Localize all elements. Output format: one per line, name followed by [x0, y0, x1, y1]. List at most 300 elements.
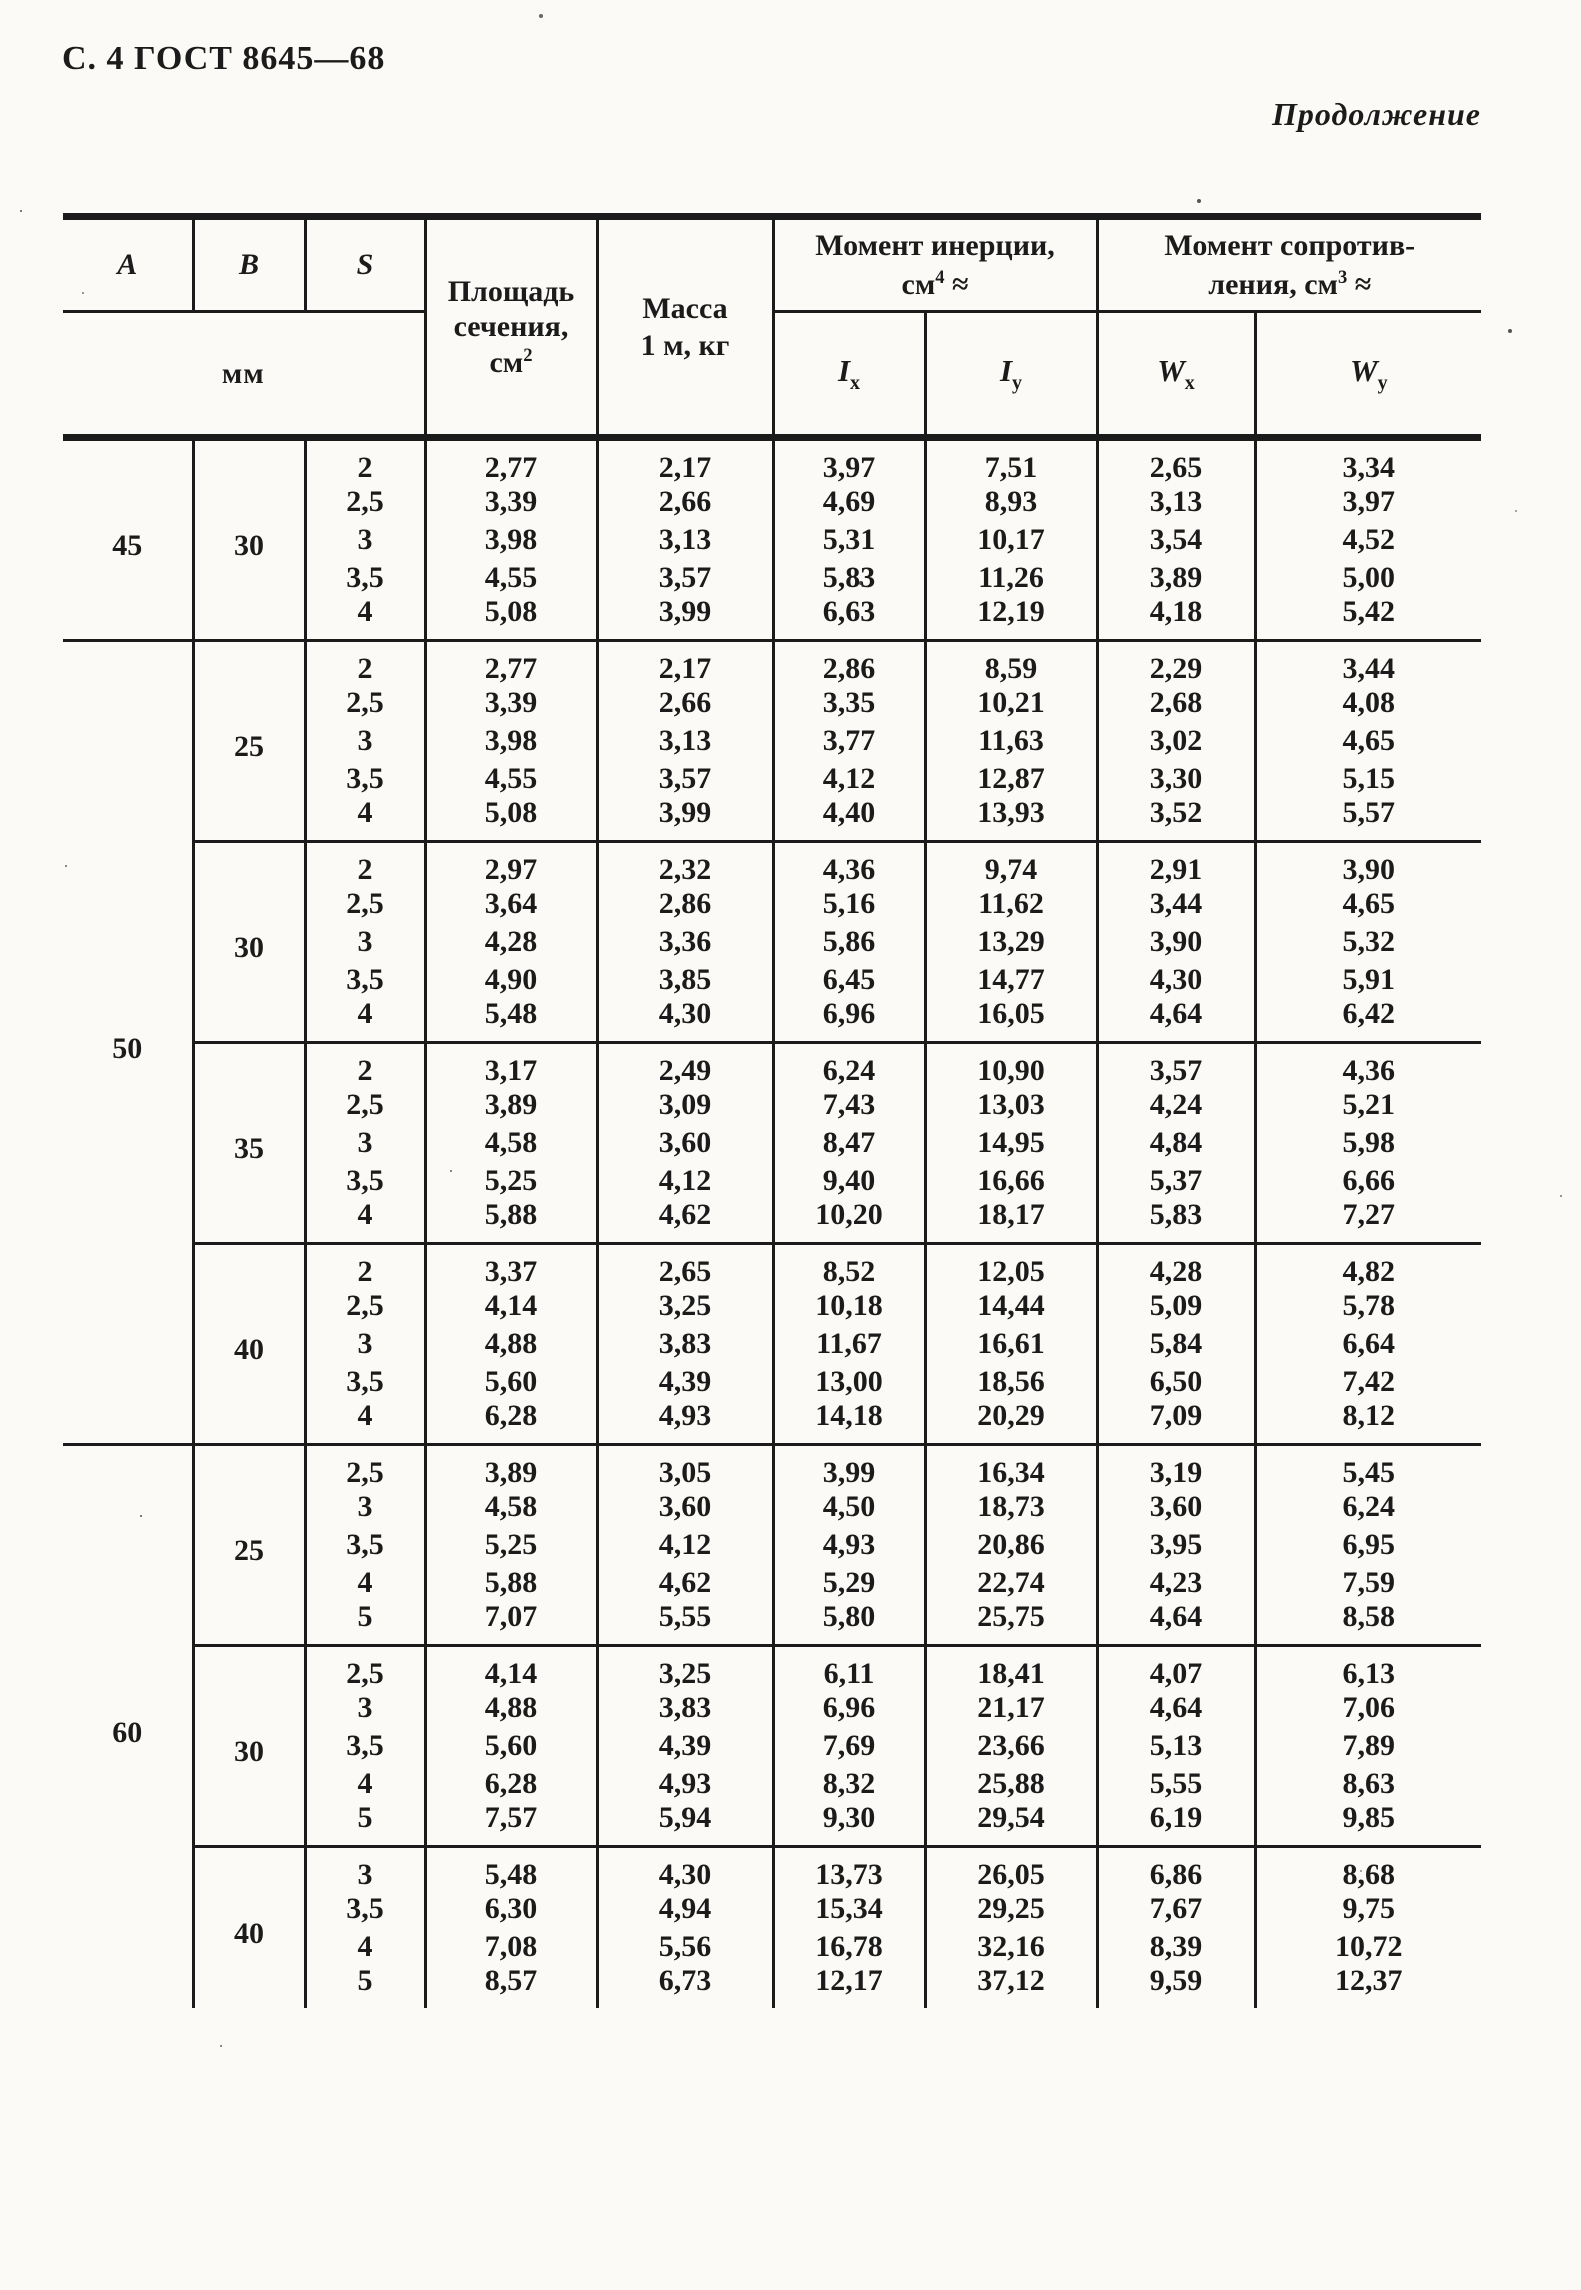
thickness-s-value: 3 — [305, 1847, 425, 1891]
col-header-s: S — [305, 217, 425, 312]
wy-value: 8,12 — [1255, 1401, 1481, 1445]
wy-value: 5,32 — [1255, 923, 1481, 961]
iy-value: 12,19 — [925, 597, 1097, 641]
mass-value: 3,85 — [597, 961, 773, 999]
thickness-s-value: 3,5 — [305, 559, 425, 597]
iy-value: 20,29 — [925, 1401, 1097, 1445]
wx-value: 3,02 — [1097, 722, 1255, 760]
iy-value: 29,25 — [925, 1890, 1097, 1928]
mass-value: 3,13 — [597, 722, 773, 760]
iy-value: 14,44 — [925, 1287, 1097, 1325]
mass-value: 4,94 — [597, 1890, 773, 1928]
table-row — [63, 1847, 1481, 1891]
thickness-s-value: 3,5 — [305, 961, 425, 999]
ix-value: 16,78 — [773, 1928, 925, 1966]
wy-value: 4,82 — [1255, 1244, 1481, 1288]
iy-value: 29,54 — [925, 1803, 1097, 1847]
wx-value: 7,67 — [1097, 1890, 1255, 1928]
area-value: 3,39 — [425, 483, 597, 521]
resistance-label-line2: ления, $см^3$ ≈ — [1208, 267, 1372, 301]
iy-value: 26,05 — [925, 1847, 1097, 1891]
wy-value: 5,91 — [1255, 961, 1481, 999]
area-value: 3,98 — [425, 722, 597, 760]
thickness-s-value: 2 — [305, 1244, 425, 1288]
thickness-s-value: 4 — [305, 1564, 425, 1602]
iy-value: 10,17 — [925, 521, 1097, 559]
wx-value: 4,07 — [1097, 1646, 1255, 1690]
iy-value: 32,16 — [925, 1928, 1097, 1966]
col-header-area — [425, 217, 597, 438]
wy-value: 8,68 — [1255, 1847, 1481, 1891]
iy-value: 9,74 — [925, 842, 1097, 886]
col-header-iy: $I_y$ — [925, 312, 1097, 438]
mass-label-line2: 1 м, кг — [640, 329, 730, 362]
ix-value: 12,17 — [773, 1966, 925, 2008]
thickness-s-value: 5 — [305, 1803, 425, 1847]
thickness-s-value: 3,5 — [305, 1727, 425, 1765]
wy-value: 4,65 — [1255, 722, 1481, 760]
wx-value: 2,68 — [1097, 684, 1255, 722]
area-value: 4,58 — [425, 1124, 597, 1162]
mass-value: 3,09 — [597, 1086, 773, 1124]
iy-value: 10,90 — [925, 1043, 1097, 1087]
ix-value: 3,99 — [773, 1445, 925, 1489]
area-value: 5,88 — [425, 1564, 597, 1602]
wy-value: 12,37 — [1255, 1966, 1481, 2008]
wy-value: 9,85 — [1255, 1803, 1481, 1847]
ix-value: 14,18 — [773, 1401, 925, 1445]
dim-b-value: 30 — [193, 1646, 305, 1847]
ix-value: 6,96 — [773, 1689, 925, 1727]
mass-value: 2,32 — [597, 842, 773, 886]
area-value: 7,57 — [425, 1803, 597, 1847]
resistance-label-line1: Момент сопротив- — [1164, 229, 1416, 262]
wy-value: 5,45 — [1255, 1445, 1481, 1489]
thickness-s-value: 2,5 — [305, 1646, 425, 1690]
wx-value: 4,18 — [1097, 597, 1255, 641]
wx-value: 3,54 — [1097, 521, 1255, 559]
mass-value: 3,13 — [597, 521, 773, 559]
thickness-s-value: 2,5 — [305, 1287, 425, 1325]
thickness-s-value: 5 — [305, 1966, 425, 2008]
area-value: 5,60 — [425, 1727, 597, 1765]
mass-value: 3,05 — [597, 1445, 773, 1489]
iy-value: 11,63 — [925, 722, 1097, 760]
wy-value: 5,57 — [1255, 798, 1481, 842]
thickness-s-value: 3,5 — [305, 1890, 425, 1928]
area-value: 4,14 — [425, 1287, 597, 1325]
ix-value: 3,35 — [773, 684, 925, 722]
mass-label-line1: Масса — [642, 291, 728, 325]
area-value: 3,98 — [425, 521, 597, 559]
mass-value: 3,25 — [597, 1646, 773, 1690]
ix-value: 4,69 — [773, 483, 925, 521]
thickness-s-value: 4 — [305, 1200, 425, 1244]
wx-value: 4,24 — [1097, 1086, 1255, 1124]
wx-value: 5,83 — [1097, 1200, 1255, 1244]
iy-value: 18,73 — [925, 1488, 1097, 1526]
area-value: 5,48 — [425, 1847, 597, 1891]
wy-value: 5,15 — [1255, 760, 1481, 798]
header-row-2 — [63, 312, 1481, 438]
area-value: 5,08 — [425, 597, 597, 641]
ix-value: 2,86 — [773, 641, 925, 685]
col-header-wx: $W_x$ — [1097, 312, 1255, 438]
thickness-s-value: 4 — [305, 1765, 425, 1803]
wx-value: 2,91 — [1097, 842, 1255, 886]
table-row — [63, 1244, 1481, 1288]
ix-value: 8,47 — [773, 1124, 925, 1162]
wy-value: 6,24 — [1255, 1488, 1481, 1526]
wx-value: 5,55 — [1097, 1765, 1255, 1803]
thickness-s-value: 4 — [305, 1928, 425, 1966]
iy-value: 12,05 — [925, 1244, 1097, 1288]
area-value: 4,88 — [425, 1325, 597, 1363]
mass-value: 3,57 — [597, 760, 773, 798]
ix-value: 15,34 — [773, 1890, 925, 1928]
mass-value: 5,94 — [597, 1803, 773, 1847]
mass-value: 3,83 — [597, 1325, 773, 1363]
wy-value: 4,65 — [1255, 885, 1481, 923]
mass-value: 4,12 — [597, 1162, 773, 1200]
mass-value: 3,60 — [597, 1488, 773, 1526]
section-properties-table — [63, 213, 1481, 2008]
dim-b-value: 25 — [193, 1445, 305, 1646]
ix-value: 8,52 — [773, 1244, 925, 1288]
ix-value: 3,97 — [773, 438, 925, 484]
ix-value: 6,24 — [773, 1043, 925, 1087]
thickness-s-value: 3,5 — [305, 760, 425, 798]
area-label-line2: сечения, — [453, 310, 569, 344]
wy-value: 7,89 — [1255, 1727, 1481, 1765]
wy-value: 7,27 — [1255, 1200, 1481, 1244]
wx-value: 4,64 — [1097, 1689, 1255, 1727]
wy-value: 9,75 — [1255, 1890, 1481, 1928]
area-value: 4,55 — [425, 760, 597, 798]
mass-value: 2,49 — [597, 1043, 773, 1087]
thickness-s-value: 3 — [305, 722, 425, 760]
mass-value: 3,36 — [597, 923, 773, 961]
mass-value: 2,66 — [597, 483, 773, 521]
thickness-s-value: 4 — [305, 597, 425, 641]
area-value: 5,60 — [425, 1363, 597, 1401]
dim-b-value: 30 — [193, 438, 305, 641]
dim-a-value: 45 — [63, 438, 193, 641]
wx-value: 3,57 — [1097, 1043, 1255, 1087]
wx-value: 3,95 — [1097, 1526, 1255, 1564]
wy-value: 6,66 — [1255, 1162, 1481, 1200]
ix-value: 11,67 — [773, 1325, 925, 1363]
wx-value: 7,09 — [1097, 1401, 1255, 1445]
dim-b-value: 30 — [193, 842, 305, 1043]
wy-value: 8,58 — [1255, 1602, 1481, 1646]
dim-b-value: 40 — [193, 1847, 305, 2009]
iy-value: 13,03 — [925, 1086, 1097, 1124]
wy-value: 6,42 — [1255, 999, 1481, 1043]
wy-value: 5,21 — [1255, 1086, 1481, 1124]
wx-value: 3,89 — [1097, 559, 1255, 597]
ix-value: 8,32 — [773, 1765, 925, 1803]
wy-value: 7,59 — [1255, 1564, 1481, 1602]
iy-value: 22,74 — [925, 1564, 1097, 1602]
thickness-s-value: 3 — [305, 1124, 425, 1162]
ix-value: 4,50 — [773, 1488, 925, 1526]
scan-noise — [20, 210, 22, 212]
table-row — [63, 1445, 1481, 1489]
iy-value: 8,59 — [925, 641, 1097, 685]
mass-value: 4,62 — [597, 1200, 773, 1244]
table-row — [63, 1043, 1481, 1087]
thickness-s-value: 3 — [305, 1488, 425, 1526]
area-value: 4,55 — [425, 559, 597, 597]
thickness-s-value: 2 — [305, 438, 425, 484]
wy-value: 3,44 — [1255, 641, 1481, 685]
mass-value: 2,65 — [597, 1244, 773, 1288]
wx-value: 4,64 — [1097, 999, 1255, 1043]
iy-value: 16,66 — [925, 1162, 1097, 1200]
iy-value: 16,05 — [925, 999, 1097, 1043]
area-value: 2,77 — [425, 438, 597, 484]
wx-value: 4,30 — [1097, 961, 1255, 999]
mass-value: 2,86 — [597, 885, 773, 923]
iy-value: 20,86 — [925, 1526, 1097, 1564]
area-value: 8,57 — [425, 1966, 597, 2008]
wy-value: 5,00 — [1255, 559, 1481, 597]
dim-a-value: 50 — [63, 641, 193, 1445]
header-row-1 — [63, 217, 1481, 312]
wy-value: 5,98 — [1255, 1124, 1481, 1162]
area-value: 4,28 — [425, 923, 597, 961]
wx-value: 2,65 — [1097, 438, 1255, 484]
wy-value: 7,06 — [1255, 1689, 1481, 1727]
wx-value: 5,37 — [1097, 1162, 1255, 1200]
ix-value: 9,40 — [773, 1162, 925, 1200]
area-value: 5,08 — [425, 798, 597, 842]
area-value: 2,97 — [425, 842, 597, 886]
page-title: С. 4 ГОСТ 8645—68 — [62, 40, 386, 77]
col-header-b: B — [193, 217, 305, 312]
wy-value: 6,64 — [1255, 1325, 1481, 1363]
wx-value: 4,28 — [1097, 1244, 1255, 1288]
mass-value: 3,99 — [597, 798, 773, 842]
ix-value: 5,16 — [773, 885, 925, 923]
iy-value: 21,17 — [925, 1689, 1097, 1727]
wy-value: 4,52 — [1255, 521, 1481, 559]
iy-value: 11,26 — [925, 559, 1097, 597]
ix-value: 13,00 — [773, 1363, 925, 1401]
mass-value: 4,62 — [597, 1564, 773, 1602]
mass-value: 4,30 — [597, 999, 773, 1043]
iy-value: 13,29 — [925, 923, 1097, 961]
iy-value: 23,66 — [925, 1727, 1097, 1765]
col-header-resistance — [1097, 217, 1481, 312]
mass-value: 2,17 — [597, 438, 773, 484]
iy-value: 37,12 — [925, 1966, 1097, 2008]
iy-value: 11,62 — [925, 885, 1097, 923]
col-header-a: A — [63, 217, 193, 312]
mass-value: 2,17 — [597, 641, 773, 685]
area-value: 7,08 — [425, 1928, 597, 1966]
iy-value: 16,61 — [925, 1325, 1097, 1363]
thickness-s-value: 4 — [305, 798, 425, 842]
ix-value: 7,43 — [773, 1086, 925, 1124]
wx-value: 6,50 — [1097, 1363, 1255, 1401]
iy-value: 25,88 — [925, 1765, 1097, 1803]
mass-value: 4,39 — [597, 1727, 773, 1765]
ix-value: 13,73 — [773, 1847, 925, 1891]
dim-b-value: 35 — [193, 1043, 305, 1244]
mass-value: 2,66 — [597, 684, 773, 722]
dim-b-value: 25 — [193, 641, 305, 842]
area-value: 3,89 — [425, 1445, 597, 1489]
ix-value: 5,83 — [773, 559, 925, 597]
area-value: 5,25 — [425, 1526, 597, 1564]
iy-value: 10,21 — [925, 684, 1097, 722]
ix-value: 6,11 — [773, 1646, 925, 1690]
ix-value: 6,96 — [773, 999, 925, 1043]
thickness-s-value: 4 — [305, 1401, 425, 1445]
iy-value: 14,95 — [925, 1124, 1097, 1162]
mass-value: 4,39 — [597, 1363, 773, 1401]
col-header-wy: $W_y$ — [1255, 312, 1481, 438]
ix-value: 5,80 — [773, 1602, 925, 1646]
thickness-s-value: 2,5 — [305, 1445, 425, 1489]
inertia-label: Момент инерции, — [815, 229, 1055, 262]
wx-value: 4,23 — [1097, 1564, 1255, 1602]
table-row — [63, 641, 1481, 685]
thickness-s-value: 2 — [305, 842, 425, 886]
area-value: 3,39 — [425, 684, 597, 722]
inertia-unit: $см^4$ ≈ — [901, 267, 969, 301]
wx-value: 3,19 — [1097, 1445, 1255, 1489]
wx-value: 5,13 — [1097, 1727, 1255, 1765]
ix-value: 4,93 — [773, 1526, 925, 1564]
wx-value: 4,84 — [1097, 1124, 1255, 1162]
iy-value: 18,41 — [925, 1646, 1097, 1690]
mass-value: 6,73 — [597, 1966, 773, 2008]
wy-value: 7,42 — [1255, 1363, 1481, 1401]
mass-value: 3,83 — [597, 1689, 773, 1727]
ix-value: 9,30 — [773, 1803, 925, 1847]
iy-value: 13,93 — [925, 798, 1097, 842]
table-row — [63, 1646, 1481, 1690]
ix-value: 4,36 — [773, 842, 925, 886]
ix-value: 4,40 — [773, 798, 925, 842]
dim-a-value: 60 — [63, 1445, 193, 2009]
mass-value: 4,12 — [597, 1526, 773, 1564]
wy-value: 6,95 — [1255, 1526, 1481, 1564]
area-value: 2,77 — [425, 641, 597, 685]
wx-value: 3,52 — [1097, 798, 1255, 842]
wy-value: 3,90 — [1255, 842, 1481, 886]
area-value: 5,48 — [425, 999, 597, 1043]
ix-value: 5,29 — [773, 1564, 925, 1602]
thickness-s-value: 3,5 — [305, 1526, 425, 1564]
iy-value: 25,75 — [925, 1602, 1097, 1646]
wx-value: 5,84 — [1097, 1325, 1255, 1363]
area-value: 6,28 — [425, 1401, 597, 1445]
area-value: 4,58 — [425, 1488, 597, 1526]
mass-value: 5,56 — [597, 1928, 773, 1966]
wy-value: 4,08 — [1255, 684, 1481, 722]
ix-value: 5,86 — [773, 923, 925, 961]
mass-value: 5,55 — [597, 1602, 773, 1646]
wy-value: 6,13 — [1255, 1646, 1481, 1690]
area-value: 4,14 — [425, 1646, 597, 1690]
area-value: 3,37 — [425, 1244, 597, 1288]
iy-value: 16,34 — [925, 1445, 1097, 1489]
area-value: 4,90 — [425, 961, 597, 999]
wx-value: 9,59 — [1097, 1966, 1255, 2008]
col-header-inertia — [773, 217, 1097, 312]
iy-value: 18,56 — [925, 1363, 1097, 1401]
continuation-label: Продолжение — [1272, 96, 1481, 132]
table-body — [63, 438, 1481, 2009]
wy-value: 4,36 — [1255, 1043, 1481, 1087]
iy-value: 18,17 — [925, 1200, 1097, 1244]
wy-value: 3,34 — [1255, 438, 1481, 484]
wy-value: 3,97 — [1255, 483, 1481, 521]
ix-value: 10,18 — [773, 1287, 925, 1325]
mass-value: 4,30 — [597, 1847, 773, 1891]
area-label-line1: Площадь — [447, 274, 575, 308]
ix-value: 6,63 — [773, 597, 925, 641]
wx-value: 3,60 — [1097, 1488, 1255, 1526]
iy-value: 8,93 — [925, 483, 1097, 521]
wx-value: 3,90 — [1097, 923, 1255, 961]
thickness-s-value: 2,5 — [305, 885, 425, 923]
ix-value: 10,20 — [773, 1200, 925, 1244]
thickness-s-value: 3 — [305, 1325, 425, 1363]
thickness-s-value: 3 — [305, 521, 425, 559]
thickness-s-value: 4 — [305, 999, 425, 1043]
mass-value: 3,57 — [597, 559, 773, 597]
col-header-ix: $I_x$ — [773, 312, 925, 438]
wx-value: 8,39 — [1097, 1928, 1255, 1966]
wx-value: 3,44 — [1097, 885, 1255, 923]
wx-value: 6,86 — [1097, 1847, 1255, 1891]
mass-value: 3,60 — [597, 1124, 773, 1162]
area-value: 6,30 — [425, 1890, 597, 1928]
area-value: 3,89 — [425, 1086, 597, 1124]
thickness-s-value: 2,5 — [305, 684, 425, 722]
thickness-s-value: 3 — [305, 923, 425, 961]
area-value: 5,88 — [425, 1200, 597, 1244]
mass-value: 4,93 — [597, 1401, 773, 1445]
ix-value: 7,69 — [773, 1727, 925, 1765]
area-value: 5,25 — [425, 1162, 597, 1200]
table-row — [63, 438, 1481, 484]
thickness-s-value: 2,5 — [305, 1086, 425, 1124]
iy-value: 7,51 — [925, 438, 1097, 484]
table-row — [63, 842, 1481, 886]
wy-value: 5,42 — [1255, 597, 1481, 641]
thickness-s-value: 5 — [305, 1602, 425, 1646]
area-value: 7,07 — [425, 1602, 597, 1646]
wx-value: 4,64 — [1097, 1602, 1255, 1646]
col-header-mass — [597, 217, 773, 438]
mass-value: 4,93 — [597, 1765, 773, 1803]
wx-value: 2,29 — [1097, 641, 1255, 685]
thickness-s-value: 2,5 — [305, 483, 425, 521]
thickness-s-value: 2 — [305, 1043, 425, 1087]
ix-value: 4,12 — [773, 760, 925, 798]
ix-value: 3,77 — [773, 722, 925, 760]
col-header-mm: мм — [221, 356, 265, 390]
wx-value: 6,19 — [1097, 1803, 1255, 1847]
wx-value: 3,13 — [1097, 483, 1255, 521]
wy-value: 8,63 — [1255, 1765, 1481, 1803]
